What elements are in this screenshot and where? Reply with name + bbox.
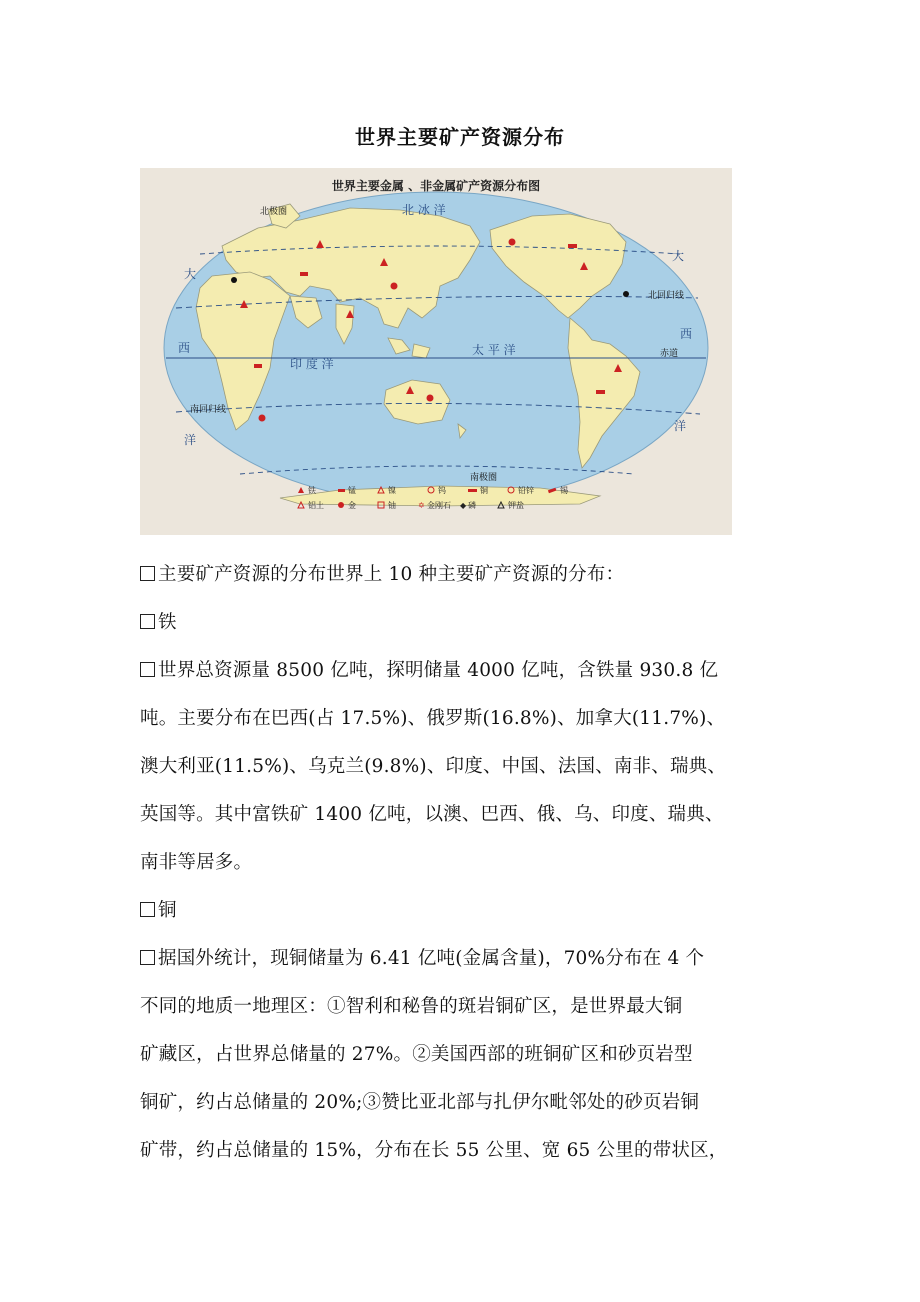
svg-text:锡: 锡 <box>560 486 568 495</box>
tropic-cancer-label: 北回归线 <box>648 291 685 301</box>
heading-copper: 铜 <box>140 896 177 922</box>
svg-text:◆: ◆ <box>460 501 467 510</box>
bullet-box <box>140 566 155 581</box>
copper-symbol <box>300 272 308 276</box>
bullet-box <box>140 902 155 917</box>
antarctic-circle-label: 南极圈 <box>470 473 498 483</box>
paragraph-iron-line-2: 吨。主要分布在巴西(占 17.5%)、俄罗斯(16.8%)、加拿大(11.7%)、 <box>140 708 726 729</box>
atlantic-right-1: 大 <box>672 249 685 263</box>
equator-label: 赤道 <box>660 349 679 359</box>
svg-text:钾盐: 钾盐 <box>508 501 524 510</box>
paragraph-intro: 主要矿产资源的分布世界上 10 种主要矿产资源的分布： <box>140 560 624 586</box>
bullet-box <box>140 662 155 677</box>
bullet-box <box>140 950 155 965</box>
australia-shape <box>384 380 450 424</box>
svg-text:钨: 钨 <box>438 486 446 495</box>
svg-text:✡: ✡ <box>418 501 425 510</box>
paragraph-iron-line-4: 英国等。其中富铁矿 1400 亿吨，以澳、巴西、俄、乌、印度、瑞典、 <box>140 804 724 825</box>
paragraph-iron-line-5: 南非等居多。 <box>140 852 253 873</box>
gold-symbol <box>391 283 398 290</box>
atlantic-right-2: 西 <box>680 327 693 341</box>
pacific-ocean-label: 太 平 洋 <box>472 343 516 357</box>
atlantic-left-1: 大 <box>184 267 197 281</box>
atlantic-right-3: 洋 <box>674 419 687 433</box>
paragraph-copper-line-3: 矿藏区，占世界总储量的 27%。②美国西部的班铜矿区和砂页岩型 <box>140 1044 693 1065</box>
paragraph-copper-line-2: 不同的地质一地理区：①智利和秘鲁的斑岩铜矿区，是世界最大铜 <box>140 996 683 1017</box>
gold-symbol <box>509 239 516 246</box>
arctic-ocean-label: 北 冰 洋 <box>402 203 446 217</box>
atlantic-left-3: 洋 <box>184 433 197 447</box>
svg-text:磷: 磷 <box>468 501 476 510</box>
svg-text:铜: 铜 <box>480 486 488 495</box>
arctic-circle-label: 北极圈 <box>260 207 288 217</box>
bullet-box <box>140 614 155 629</box>
svg-text:铀: 铀 <box>388 501 396 510</box>
gold-symbol <box>259 415 266 422</box>
atlantic-left-2: 西 <box>178 341 191 355</box>
svg-text:铁: 铁 <box>308 486 316 495</box>
svg-text:铝土: 铝土 <box>308 501 324 510</box>
svg-text:金: 金 <box>348 501 356 510</box>
phosphate-symbol <box>623 291 629 297</box>
heading-iron: 铁 <box>140 608 177 634</box>
svg-text:锰: 锰 <box>348 486 356 495</box>
paragraph-copper-line-5: 矿带，约占总储量的 15%，分布在长 55 公里、宽 65 公里的带状区， <box>140 1140 728 1161</box>
map-title: 世界主要金属 、非金属矿产资源分布图 <box>331 179 541 193</box>
copper-symbol <box>596 390 605 394</box>
page-title: 世界主要矿产资源分布 <box>355 125 565 149</box>
tropic-capricorn-label: 南回归线 <box>190 405 227 415</box>
paragraph-iron-line-3: 澳大利亚(11.5%)、乌克兰(9.8%)、印度、中国、法国、南非、瑞典、 <box>140 756 727 777</box>
paragraph-copper-line-4: 铜矿，约占总储量的 20%;③赞比亚北部与扎伊尔毗邻处的砂页岩铜 <box>140 1092 700 1113</box>
svg-text:镍: 镍 <box>388 486 396 495</box>
svg-text:铅锌: 铅锌 <box>518 486 534 495</box>
world-minerals-map <box>140 168 732 535</box>
paragraph-copper-line-1: 据国外统计，现铜储量为 6.41 亿吨(金属含量)，70%分布在 4 个 <box>140 944 704 970</box>
paragraph-iron-line-1: 世界总资源量 8500 亿吨，探明储量 4000 亿吨，含铁量 930.8 亿 <box>140 656 718 682</box>
copper-symbol <box>254 364 262 368</box>
copper-symbol <box>568 244 577 248</box>
svg-text:金刚石: 金刚石 <box>427 501 451 510</box>
phosphate-symbol <box>231 277 237 283</box>
gold-symbol <box>427 395 434 402</box>
indian-ocean-label: 印 度 洋 <box>290 357 334 371</box>
